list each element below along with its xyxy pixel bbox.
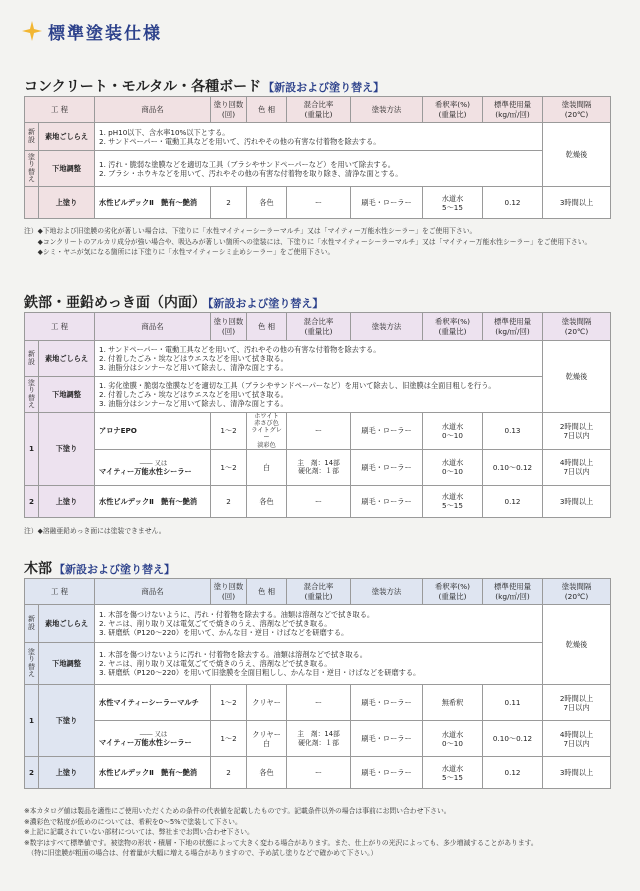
label-base: 下地調整 <box>39 151 95 187</box>
under-b-method: 刷毛・ローラー <box>351 721 423 757</box>
under-b-mix: 主 剤：14部 硬化剤：１部 <box>287 721 351 757</box>
top-mix: ー <box>287 757 351 789</box>
label-base: 下地調整 <box>39 643 95 685</box>
under-a-method: 刷毛・ローラー <box>351 413 423 450</box>
section2-title: 鉄部・亜鉛めっき面（内面） 【新設および塗り替え】 <box>24 295 324 311</box>
interval-dry: 乾燥後 <box>543 605 611 685</box>
header-method: 塗装方法 <box>351 313 423 341</box>
top-interval: 3時間以上 <box>543 187 611 219</box>
header-mix: 混合比率 (重量比) <box>287 313 351 341</box>
sparkle-icon <box>22 21 42 41</box>
label-under: 下塗り <box>39 413 95 486</box>
top-product: 水性ビルデックⅡ 艶有～艶消 <box>95 485 211 517</box>
header-product: 商品名 <box>95 97 211 123</box>
header-method: 塗装方法 <box>351 579 423 605</box>
under-b-coats: 1～2 <box>211 449 247 485</box>
header-usage: 標準使用量 (kg/㎡/回) <box>483 97 543 123</box>
label-top: 上塗り <box>39 757 95 789</box>
under-b-color: 白 <box>247 449 287 485</box>
top-dilution: 水道水 5～15 <box>423 757 483 789</box>
under-a-method: 刷毛・ローラー <box>351 685 423 721</box>
top-mix: ー <box>287 187 351 219</box>
under-b-usage: 0.10～0.12 <box>483 721 543 757</box>
page-title: 標準塗装仕様 <box>48 23 162 44</box>
top-method: 刷毛・ローラー <box>351 485 423 517</box>
under-b-interval: 4時間以上 7日以内 <box>543 721 611 757</box>
section1-table <box>24 96 611 219</box>
interval-dry: 乾燥後 <box>543 341 611 413</box>
label-under: 下塗り <box>39 685 95 757</box>
under-b-color: クリヤー 白 <box>247 721 287 757</box>
header-color: 色 相 <box>247 97 287 123</box>
top-interval: 3時間以上 <box>543 757 611 789</box>
under-b-mix: 主 剤：14部 硬化剤：１部 <box>287 449 351 485</box>
header-product: 商品名 <box>95 579 211 605</box>
top-interval: 3時間以上 <box>543 485 611 517</box>
under-a-dilution: 無希釈 <box>423 685 483 721</box>
base-description: 1. 汚れ・脆弱な塗膜などを適切な工具（ブラシやサンドペーパーなど）を用いて除去する。 2. ブラシ・ホウキなどを用いて、汚れやその他の有害な付着物を取り除き、清浄な面とする。 <box>95 151 543 187</box>
prep-description: 1. pH10以下、含水率10%以下とする。 2. サンドペーパー・電動工具などを用いて、汚れやその他の有害な付着物を除去する。 <box>95 123 543 151</box>
label-top: 上塗り <box>39 485 95 517</box>
label-prep: 素地ごしらえ <box>39 123 95 151</box>
under-a-mix: ー <box>287 413 351 450</box>
header-color: 色 相 <box>247 579 287 605</box>
top-coat-no: 2 <box>25 757 39 789</box>
under-product-a: アロナEPO <box>95 413 211 450</box>
header-process: 工 程 <box>25 97 95 123</box>
label-prep: 素地ごしらえ <box>39 341 95 377</box>
under-a-usage: 0.13 <box>483 413 543 450</box>
page-title-row <box>22 18 162 44</box>
header-coats: 塗り回数 (回) <box>211 579 247 605</box>
label-recoat: 塗 り 替 え <box>25 377 39 413</box>
under-a-interval: 2時間以上 7日以内 <box>543 413 611 450</box>
under-product-b: ―― 又は マイティー万能水性シーラー <box>95 721 211 757</box>
header-mix: 混合比率 (重量比) <box>287 97 351 123</box>
top-coats: 2 <box>211 485 247 517</box>
under-a-color: クリヤー <box>247 685 287 721</box>
header-dilution: 希釈率(%) (重量比) <box>423 97 483 123</box>
top-coats: 2 <box>211 187 247 219</box>
section3-title: 木部 【新設および塗り替え】 <box>24 561 175 577</box>
header-interval: 塗装間隔 (20℃) <box>543 313 611 341</box>
under-coat-no: 1 <box>25 413 39 486</box>
label-recoat: 塗 り 替 え <box>25 151 39 187</box>
header-dilution: 希釈率(%) (重量比) <box>423 579 483 605</box>
top-usage: 0.12 <box>483 485 543 517</box>
header-method: 塗装方法 <box>351 97 423 123</box>
top-usage: 0.12 <box>483 757 543 789</box>
under-product-b: ―― 又は マイティー万能水性シーラー <box>95 449 211 485</box>
header-mix: 混合比率 (重量比) <box>287 579 351 605</box>
label-base: 下地調整 <box>39 377 95 413</box>
under-a-coats: 1～2 <box>211 685 247 721</box>
header-dilution: 希釈率(%) (重量比) <box>423 313 483 341</box>
top-method: 刷毛・ローラー <box>351 757 423 789</box>
header-interval: 塗装間隔 (20℃) <box>543 97 611 123</box>
header-product: 商品名 <box>95 313 211 341</box>
top-mix: ー <box>287 485 351 517</box>
header-color: 色 相 <box>247 313 287 341</box>
top-color: 各色 <box>247 485 287 517</box>
section2-notes: 注）◆溶融亜鉛めっき面には塗装できません。 <box>24 527 166 535</box>
header-interval: 塗装間隔 (20℃) <box>543 579 611 605</box>
top-color: 各色 <box>247 757 287 789</box>
top-coat-no: 2 <box>25 485 39 517</box>
under-a-dilution: 水道水 0～10 <box>423 413 483 450</box>
top-method: 刷毛・ローラー <box>351 187 423 219</box>
section1-notes: 注）◆下地および旧塗膜の劣化が著しい場合は、下塗りに「水性マイティーシーラーマルチ」又は「マイティー万能水性シーラー」をご使用下さい。 ◆コンクリートのアルカリ成分が強い場合や、吸込みが著しい箇所への塗装には、下塗りに「水性マイティーシーラーマルチ」又は「マイティー万能水性シーラー」をご使用下さい。 ◆シミ・ヤニが気になる箇所には下塗りに「水性マイティーシミ止めシーラー」をご使用下さい。 <box>24 227 592 256</box>
prep-description: 1. 木部を傷つけないように、汚れ・付着物を除去する。油類は溶剤などで拭き取る。 2. ヤニは、削り取り又は電気ごてで焼きのうえ、溶剤などで拭き取る。 3. 研磨紙（P120～220）を用いて、かんな目・逆目・けばなどを研磨する。 <box>95 605 543 643</box>
under-b-dilution: 水道水 0～10 <box>423 721 483 757</box>
top-product: 水性ビルデックⅡ 艶有～艶消 <box>95 187 211 219</box>
header-coats: 塗り回数 (回) <box>211 97 247 123</box>
header-coats: 塗り回数 (回) <box>211 313 247 341</box>
under-b-usage: 0.10～0.12 <box>483 449 543 485</box>
section1-title: コンクリート・モルタル・各種ボード 【新設および塗り替え】 <box>24 79 385 95</box>
top-dilution: 水道水 5～15 <box>423 187 483 219</box>
header-usage: 標準使用量 (kg/㎡/回) <box>483 313 543 341</box>
top-dilution: 水道水 5～15 <box>423 485 483 517</box>
under-a-interval: 2時間以上 7日以内 <box>543 685 611 721</box>
top-product: 水性ビルデックⅡ 艶有～艶消 <box>95 757 211 789</box>
label-recoat: 塗 り 替 え <box>25 643 39 685</box>
under-product-a: 水性マイティーシーラーマルチ <box>95 685 211 721</box>
top-color: 各色 <box>247 187 287 219</box>
base-description: 1. 劣化塗膜・脆弱な塗膜などを適切な工具（ブラシやサンドペーパーなど）を用いて除去し、旧塗膜は全面目粗しを行う。 2. 付着したごみ・埃などはウエスなどを用いて拭き取る。 3. 油脂分はシンナーなど用いて除去し、清浄な面とする。 <box>95 377 543 413</box>
under-a-usage: 0.11 <box>483 685 543 721</box>
section3-table <box>24 578 611 789</box>
under-b-dilution: 水道水 0～10 <box>423 449 483 485</box>
under-b-method: 刷毛・ローラー <box>351 449 423 485</box>
label-new: 新 設 <box>25 605 39 643</box>
interval-dry: 乾燥後 <box>543 123 611 187</box>
footer-notes: ※本カタログ値は製品を適性にご使用いただくための条件の代表値を記載したものです。記載条件以外の場合は事前にお問い合わせ下さい。 ※濃彩色で粘度が低めのについては、希釈を0～5%で塗装して下さい。 ※上記に記載されていない部材については、弊社までお問い合わせ下さい。 ※数字はすべて標準値です。被塗物の形状・積層・下地の状態によって大きく変わる場合があります。また、仕上がりの光沢によっても、多少増減することがあります。 （特に旧塗膜が粗面の場合は、付着量が大幅に増える場合がありますので、予め試し塗りなどで確かめて下さい。） <box>24 807 538 857</box>
under-a-mix: ー <box>287 685 351 721</box>
under-b-coats: 1～2 <box>211 721 247 757</box>
label-new: 新 設 <box>25 123 39 151</box>
header-usage: 標準使用量 (kg/㎡/回) <box>483 579 543 605</box>
prep-description: 1. サンドペーパー・電動工具などを用いて、汚れやその他の有害な付着物を除去する。 2. 付着したごみ・埃などはウエスなどを用いて拭き取る。 3. 油脂分はシンナーなど用いて除去し、清浄な面とする。 <box>95 341 543 377</box>
under-a-color: ホワイト 赤さび色 ライトグレー 淡彩色 <box>247 413 287 450</box>
label-prep: 素地ごしらえ <box>39 605 95 643</box>
base-description: 1. 木部を傷つけないように汚れ・付着物を除去する。油類は溶剤などで拭き取る。 2. ヤニは、削り取り又は電気ごてで焼きのうえ、溶剤などで拭き取る。 3. 研磨紙（P120～220）を用いて旧塗膜を全面目粗しし、かんな目・逆目・けばなどを研磨する。 <box>95 643 543 685</box>
under-coat-no: 1 <box>25 685 39 757</box>
under-b-interval: 4時間以上 7日以内 <box>543 449 611 485</box>
section2-table <box>24 312 611 518</box>
under-a-coats: 1～2 <box>211 413 247 450</box>
top-coat-no <box>25 187 39 219</box>
header-process: 工 程 <box>25 579 95 605</box>
top-coats: 2 <box>211 757 247 789</box>
label-new: 新 設 <box>25 341 39 377</box>
label-top: 上塗り <box>39 187 95 219</box>
top-usage: 0.12 <box>483 187 543 219</box>
header-process: 工 程 <box>25 313 95 341</box>
